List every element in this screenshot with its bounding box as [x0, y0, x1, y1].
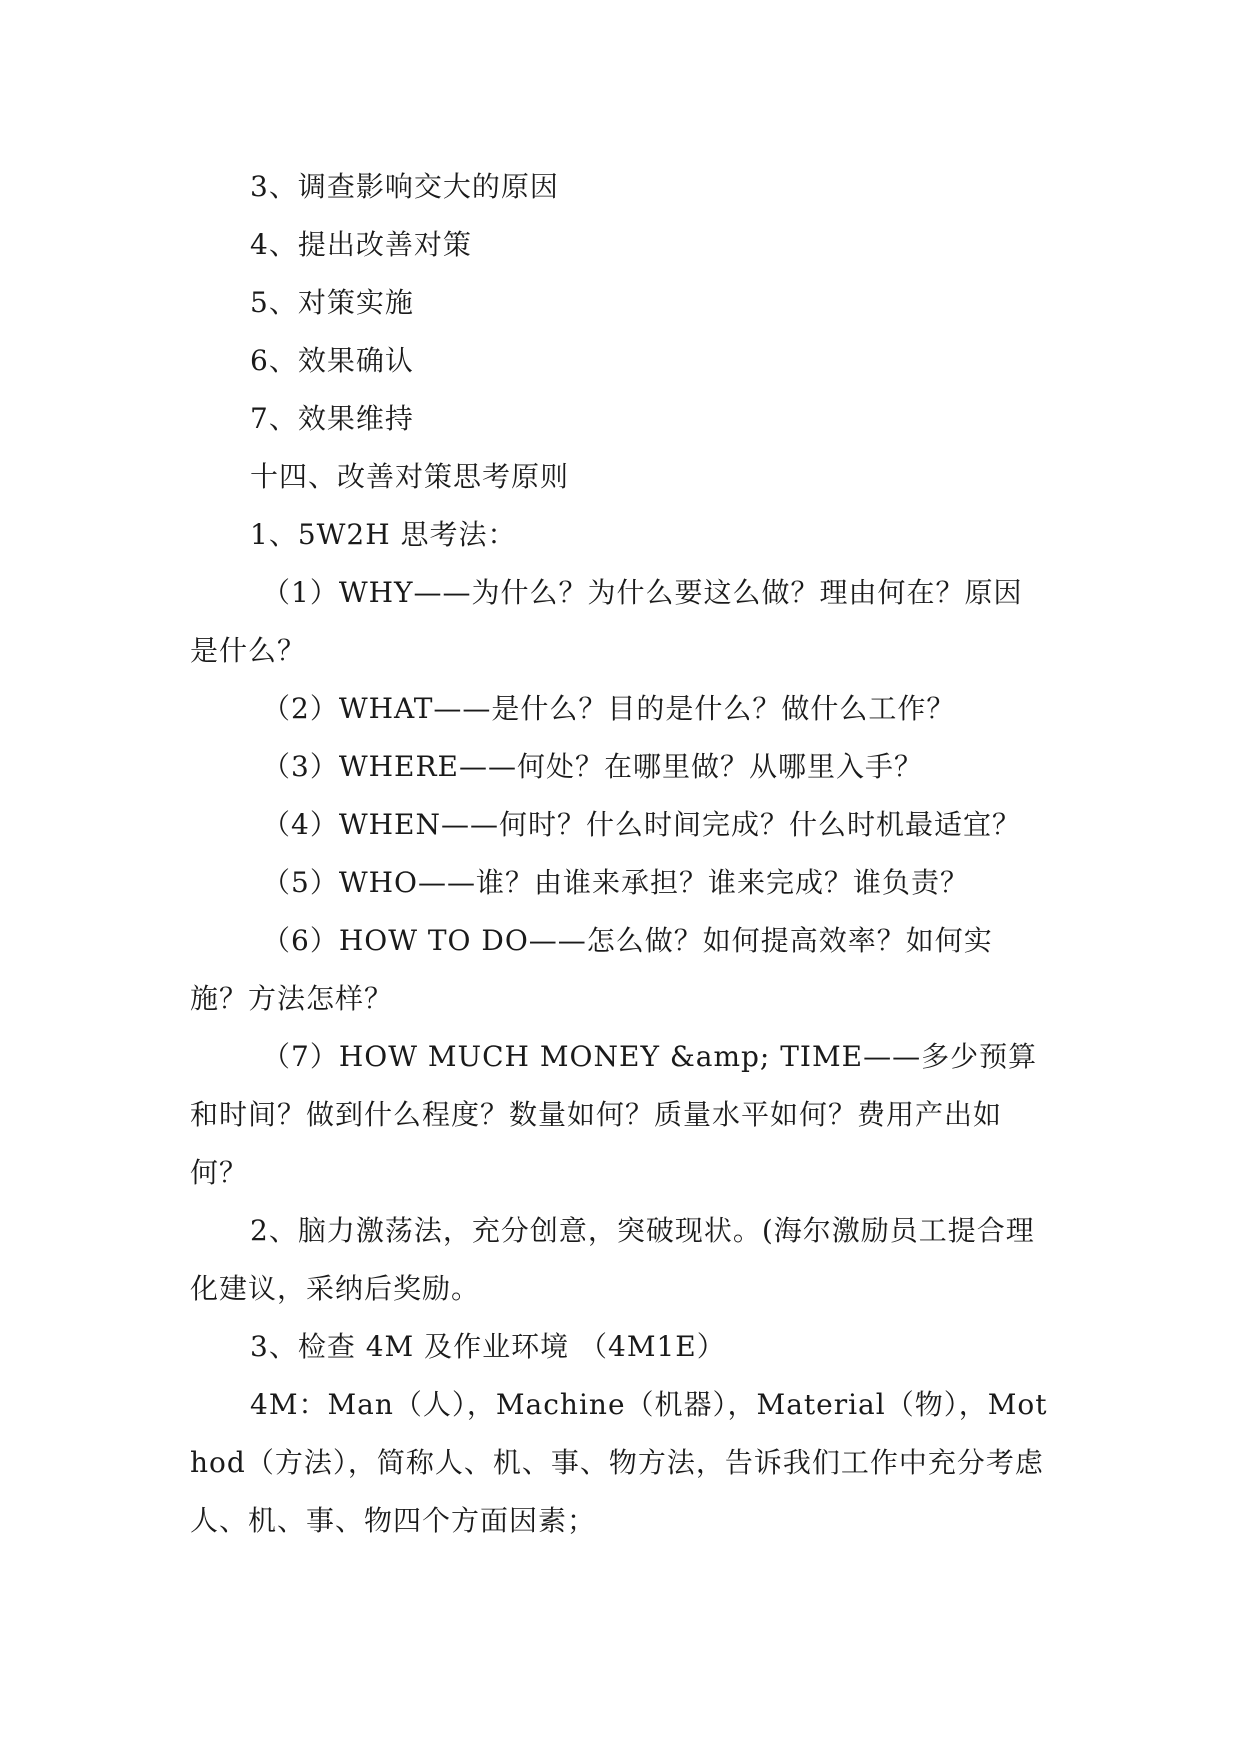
paragraph-where: （3）WHERE——何处？在哪里做？从哪里入手？ [262, 750, 923, 783]
paragraph-4m1e-title: 3、检查 4M 及作业环境 （4M1E） [250, 1330, 726, 1363]
paragraph-brainstorm: 2、脑力激荡法，充分创意，突破现状。(海尔激励员工提合理化建议，采纳后奖励。 [190, 1214, 1035, 1305]
paragraph-who: （5）WHO——谁？由谁来承担？谁来完成？谁负责？ [262, 866, 969, 899]
paragraph-when: （4）WHEN——何时？什么时间完成？什么时机最适宜？ [262, 808, 1021, 841]
paragraph-how-much: （7）HOW MUCH MONEY &amp; TIME——多少预算和时间？做到什么程度？数量如何？质量水平如何？费用产出如何？ [190, 1040, 1038, 1189]
section-heading: 十四、改善对策思考原则 [250, 460, 570, 493]
paragraph-4m-detail: 4M：Man（人），Machine（机器），Material（物），Mothod（方法），简称人、机、事、物方法，告诉我们工作中充分考虑人、机、事、物四个方面因素； [190, 1388, 1048, 1537]
paragraph-step-7: 7、效果维持 [250, 402, 414, 435]
paragraph-what: （2）WHAT——是什么？目的是什么？做什么工作？ [262, 692, 956, 725]
paragraph-step-6: 6、效果确认 [250, 344, 414, 377]
paragraph-step-3: 3、调查影响交大的原因 [250, 170, 559, 203]
paragraph-5w2h-title: 1、5W2H 思考法： [250, 518, 517, 551]
document-body [190, 158, 1048, 1550]
paragraph-how-to-do: （6）HOW TO DO——怎么做？如何提高效率？如何实施？方法怎样？ [190, 924, 993, 1015]
paragraph-step-4: 4、提出改善对策 [250, 228, 472, 261]
paragraph-step-5: 5、对策实施 [250, 286, 414, 319]
paragraph-why: （1）WHY——为什么？为什么要这么做？理由何在？原因是什么？ [190, 576, 1023, 667]
